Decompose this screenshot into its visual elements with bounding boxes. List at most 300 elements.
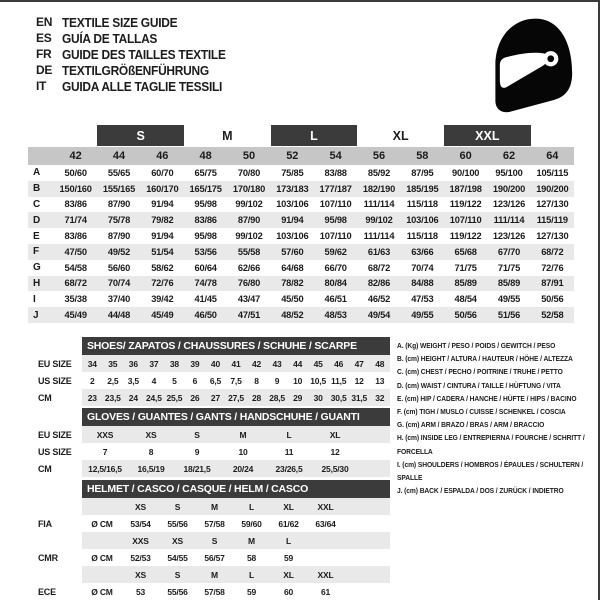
- table-cell: 28,5: [269, 392, 285, 403]
- table-cell: 155/165: [102, 183, 136, 194]
- table-cell: 59/62: [324, 246, 347, 257]
- helmet-value-cell: 59/60: [241, 518, 262, 529]
- table-cell: 31,5: [351, 392, 368, 403]
- row-label: CM: [38, 392, 52, 403]
- language-row-de: [36, 62, 240, 78]
- table-cell: 115/119: [536, 215, 568, 226]
- table-cell: 83/86: [194, 215, 217, 226]
- numeric-size: 44: [112, 150, 126, 162]
- accessory-tables: [38, 337, 390, 600]
- table-cell: 10: [238, 446, 248, 457]
- table-cell: 43: [272, 358, 282, 369]
- helmet-size-row: [38, 532, 390, 549]
- table-cell: 87/91: [541, 278, 564, 289]
- table-cell: 61/63: [367, 246, 391, 257]
- table-cell: 87/90: [107, 231, 131, 242]
- legend-item-a: A. (Kg) WEIGHT / PESO / POIDS / GEWITCH / PESO: [397, 341, 556, 350]
- table-cell: 115/118: [406, 199, 438, 210]
- table-cell: 48/53: [324, 310, 347, 321]
- guide-title-de: TEXTILGRÖßENFÜHRUNG: [62, 62, 209, 78]
- table-cell: 10: [293, 375, 303, 386]
- size-band-xxl: XXL: [444, 125, 531, 146]
- standard-label-ece: ECE: [38, 586, 56, 597]
- table-cell: 115/118: [406, 231, 438, 242]
- table-cell: 103/106: [276, 199, 309, 210]
- size-band-xl: XL: [392, 128, 409, 143]
- table-cell: 9: [274, 375, 280, 386]
- table-cell: XXS: [96, 429, 114, 440]
- table-cell: 35/38: [64, 294, 87, 305]
- table-cell: 37: [149, 358, 159, 369]
- helmet-value-row: [38, 583, 390, 600]
- table-cell: 90/100: [452, 167, 480, 178]
- row-label: EU SIZE: [38, 429, 72, 440]
- table-cell: 41: [231, 358, 241, 369]
- table-cell: 3,5: [127, 375, 139, 386]
- helmet-size-cell: M: [211, 569, 218, 580]
- table-cell: 83/86: [64, 199, 87, 210]
- helmet-size-cell: L: [286, 535, 291, 546]
- table-cell: 25,5: [166, 392, 183, 403]
- table-cell: 79/82: [151, 215, 174, 226]
- table-cell: 32: [375, 392, 385, 403]
- guide-title-es: GUÍA DE TALLAS: [62, 30, 158, 46]
- numeric-size: 60: [459, 150, 472, 162]
- table-cell: 12: [354, 375, 364, 386]
- helmet-size-band: [82, 498, 390, 515]
- table-cell: 45/50: [281, 294, 304, 305]
- helmet-table-header: HELMET / CASCO / CASQUE / HELM / CASCO: [82, 480, 390, 498]
- table-cell: 12,5/16,5: [88, 463, 122, 474]
- row-values: [82, 426, 390, 443]
- language-code: ES: [36, 31, 52, 45]
- table-cell: 71/75: [454, 262, 477, 273]
- row-label: I: [33, 293, 36, 305]
- table-cell: 75/85: [281, 167, 304, 178]
- table-cell: 66/70: [324, 262, 347, 273]
- table-cell: 46/52: [367, 294, 391, 305]
- helmet-header-row: [38, 480, 390, 498]
- language-row-fr: [36, 46, 240, 62]
- language-row-es: [36, 30, 240, 46]
- row-label: D: [33, 214, 41, 226]
- table-cell: 30,5: [330, 392, 347, 403]
- table-cell: 83/86: [64, 231, 87, 242]
- table-cell: 8: [254, 375, 259, 386]
- row-label: G: [33, 262, 41, 274]
- table-cell: 107/110: [319, 231, 352, 242]
- table-cell: 68/72: [64, 278, 87, 289]
- table-cell: 63/66: [411, 246, 434, 257]
- helmet-size-band: [82, 532, 390, 549]
- helmet-values: [82, 515, 390, 532]
- table-cell: 43/47: [237, 294, 261, 305]
- table-cell: 5: [172, 375, 177, 386]
- table-row-e: [28, 228, 574, 244]
- spacer: [38, 480, 82, 498]
- helmet-size-band: [82, 566, 390, 583]
- table-cell: 182/190: [362, 183, 396, 194]
- helmet-value-cell: 61: [320, 586, 331, 597]
- table-cell: 26: [190, 392, 200, 403]
- table-cell: 68/72: [541, 246, 564, 257]
- table-cell: 47: [354, 358, 364, 369]
- table-cell: 190/200: [536, 183, 569, 194]
- helmet-size-cell: L: [249, 569, 254, 580]
- table-cell: 68/72: [367, 262, 391, 273]
- shoes-table: [38, 355, 390, 406]
- helmet-size-cell: XL: [283, 569, 294, 580]
- table-cell: 75/78: [107, 215, 131, 226]
- diameter-unit-label: Ø CM: [91, 518, 113, 529]
- numeric-size-row: [28, 147, 574, 165]
- table-cell: 28: [252, 392, 262, 403]
- table-row: [38, 389, 390, 406]
- table-cell: 99/102: [235, 231, 263, 242]
- table-cell: 70/80: [237, 167, 261, 178]
- row-values: [82, 389, 390, 406]
- table-cell: 67/70: [497, 246, 521, 257]
- helmet-value-cell: 53/54: [130, 518, 151, 529]
- table-cell: 49/55: [411, 310, 434, 321]
- table-cell: 27: [210, 392, 220, 403]
- helmet-value-cell: 53: [135, 586, 146, 597]
- table-cell: 111/114: [363, 199, 395, 210]
- table-cell: 40: [210, 358, 220, 369]
- table-cell: 127/130: [536, 199, 569, 210]
- row-label: US SIZE: [38, 446, 72, 457]
- helmet-size-cell: L: [249, 501, 254, 512]
- table-cell: 85/89: [497, 278, 521, 289]
- row-values: [82, 355, 390, 372]
- table-cell: 48: [375, 358, 385, 369]
- table-cell: L: [286, 429, 292, 440]
- row-values: [82, 460, 390, 477]
- table-cell: 47/51: [237, 310, 261, 321]
- table-cell: 91/94: [281, 215, 304, 226]
- row-label: CM: [38, 463, 52, 474]
- table-row-i: [28, 291, 574, 307]
- language-code: FR: [36, 47, 52, 61]
- table-cell: 46: [334, 358, 344, 369]
- row-values: [82, 372, 390, 389]
- table-cell: 34: [87, 358, 97, 369]
- table-cell: 185/195: [406, 183, 439, 194]
- table-cell: 127/130: [536, 231, 569, 242]
- table-cell: 37/40: [107, 294, 131, 305]
- table-cell: 103/106: [276, 231, 309, 242]
- table-cell: 51/54: [151, 246, 174, 257]
- table-cell: 50/56: [541, 294, 564, 305]
- table-cell: 87/95: [411, 167, 434, 178]
- table-cell: 64/68: [281, 262, 304, 273]
- helmet-table: [38, 498, 390, 600]
- size-band-l: L: [271, 125, 358, 146]
- row-label: F: [33, 246, 40, 258]
- helmet-icon: [487, 15, 577, 115]
- table-row: [38, 372, 390, 389]
- row-label: US SIZE: [38, 375, 72, 386]
- table-cell: 11: [284, 446, 294, 457]
- legend-item-h: H. (cm) INSIDE LEG / ENTREPIERNA / FOURCHE / SCHRITT / FORCELLA: [397, 433, 585, 456]
- table-cell: 83/88: [324, 167, 347, 178]
- gloves-table-header: GLOVES / GUANTES / GANTS / HANDSCHUHE / GUANTI: [82, 408, 390, 426]
- table-cell: 150/160: [59, 183, 92, 194]
- size-band-row: [28, 125, 574, 146]
- legend-item-d: D. (cm) WAIST / CINTURA / TAILLE / HÜFTUNG / VITA: [397, 380, 561, 390]
- table-cell: 48/54: [454, 294, 477, 305]
- legend-item-c: C. (cm) CHEST / PECHO / POITRINE / TRUHE / PETTO: [397, 367, 563, 377]
- legend-item-e: E. (cm) HIP / CADERA / HANCHE / HÜFTE / HIPS / BACINO: [397, 393, 577, 403]
- table-cell: 35: [108, 358, 118, 369]
- table-cell: XS: [145, 429, 157, 440]
- table-cell: 44: [293, 358, 303, 369]
- table-row-h: [28, 276, 574, 292]
- table-cell: 52/58: [541, 310, 564, 321]
- table-cell: 71/74: [64, 215, 87, 226]
- table-cell: 107/110: [319, 199, 352, 210]
- table-cell: 82/86: [367, 278, 391, 289]
- diameter-unit-label: Ø CM: [91, 586, 113, 597]
- helmet-size-cell: XXS: [132, 535, 149, 546]
- table-cell: 119/122: [449, 199, 482, 210]
- table-cell: 85/92: [367, 167, 391, 178]
- table-row: [38, 460, 390, 477]
- table-cell: 46/51: [324, 294, 347, 305]
- table-cell: 70/74: [107, 278, 131, 289]
- table-cell: 177/187: [319, 183, 352, 194]
- table-cell: 60/64: [194, 262, 217, 273]
- table-cell: 107/110: [449, 215, 482, 226]
- helmet-value-cell: 54/55: [167, 552, 188, 563]
- row-label: H: [33, 277, 41, 289]
- table-cell: 20/24: [232, 463, 254, 474]
- table-cell: 84/88: [411, 278, 434, 289]
- table-cell: 165/175: [189, 183, 222, 194]
- size-band-m: M: [222, 128, 233, 143]
- table-cell: 160/170: [146, 183, 179, 194]
- table-cell: 23,5: [104, 392, 121, 403]
- table-cell: 55/65: [107, 167, 131, 178]
- helmet-size-row: [38, 566, 390, 583]
- table-cell: 65/68: [454, 246, 477, 257]
- table-cell: 119/122: [449, 231, 482, 242]
- helmet-value-row: [38, 515, 390, 532]
- language-code: IT: [36, 79, 47, 93]
- helmet-value-cell: 57/58: [204, 586, 225, 597]
- spacer: [28, 147, 54, 165]
- table-cell: 54/58: [64, 262, 87, 273]
- table-cell: 80/84: [324, 278, 347, 289]
- table-cell: 25,5/30: [321, 463, 349, 474]
- table-cell: 65/75: [194, 167, 217, 178]
- helmet-size-row: [38, 498, 390, 515]
- table-cell: 11,5: [331, 375, 347, 386]
- helmet-value-cell: 52/53: [130, 552, 151, 563]
- helmet-size-cell: M: [211, 501, 218, 512]
- shoes-header-row: [38, 337, 390, 355]
- guide-title-fr: GUIDE DES TAILLES TEXTILE: [62, 46, 226, 62]
- numeric-size: 46: [156, 150, 169, 162]
- table-cell: 9: [194, 446, 200, 457]
- row-label: J: [33, 309, 39, 321]
- table-cell: M: [239, 429, 247, 440]
- table-cell: 36: [128, 358, 138, 369]
- table-cell: 57/60: [281, 246, 304, 257]
- table-cell: 91/94: [151, 231, 174, 242]
- helmet-values: [82, 549, 390, 566]
- numeric-size: 62: [502, 150, 516, 162]
- table-cell: 190/200: [492, 183, 526, 194]
- legend-item-b: B. (cm) HEIGHT / ALTURA / HAUTEUR / HÖHE / ALTEZZA: [397, 354, 573, 364]
- table-cell: 95/100: [495, 167, 523, 178]
- table-cell: 99/102: [235, 199, 263, 210]
- table-cell: 170/180: [232, 183, 266, 194]
- table-cell: 6,5: [209, 375, 222, 386]
- numeric-size: 54: [329, 150, 342, 162]
- table-cell: 103/106: [406, 215, 439, 226]
- gloves-table: [38, 426, 390, 477]
- numeric-size: 56: [372, 150, 386, 162]
- spacer: [38, 532, 82, 549]
- helmet-value-cell: 61/62: [278, 518, 299, 529]
- helmet-values: [82, 583, 390, 600]
- numeric-size: 64: [546, 150, 559, 162]
- helmet-size-cell: M: [248, 535, 255, 546]
- table-cell: 62/66: [237, 262, 261, 273]
- helmet-size-cell: S: [174, 569, 181, 580]
- table-cell: 173/183: [276, 183, 309, 194]
- helmet-value-cell: 57/58: [204, 518, 225, 529]
- table-cell: 51/56: [497, 310, 521, 321]
- standard-label-fia: FIA: [38, 518, 52, 529]
- legend-item-g: G. (cm) ARM / BRAZO / BRAS / ARM / BRACCIO: [397, 420, 545, 430]
- helmet-value-cell: 60: [283, 586, 294, 597]
- table-cell: 27,5: [228, 392, 244, 403]
- language-row-it: [36, 78, 240, 94]
- textile-size-table: [28, 125, 574, 323]
- helmet-size-cell: XS: [135, 569, 146, 580]
- table-cell: 10,5: [310, 375, 326, 386]
- numeric-size: 50: [242, 150, 256, 162]
- helmet-value-cell: 59: [246, 586, 257, 597]
- standard-label-cmr: CMR: [38, 552, 58, 563]
- table-cell: 123/126: [492, 231, 526, 242]
- table-cell: 50/56: [454, 310, 477, 321]
- row-label: EU SIZE: [38, 358, 72, 369]
- table-cell: 8: [148, 446, 154, 457]
- numeric-size: 52: [286, 150, 299, 162]
- helmet-size-cell: XXL: [317, 501, 334, 512]
- table-cell: 91/94: [151, 199, 174, 210]
- table-cell: 47/50: [64, 246, 87, 257]
- numeric-size: 42: [69, 150, 82, 162]
- table-cell: 71/75: [497, 262, 521, 273]
- table-row-d: [28, 212, 574, 228]
- spacer: [38, 566, 82, 583]
- row-label: C: [33, 198, 41, 210]
- table-cell: 45: [313, 358, 323, 369]
- table-cell: 24: [128, 392, 138, 403]
- helmet-size-cell: XL: [283, 501, 294, 512]
- table-cell: 29: [293, 392, 303, 403]
- helmet-size-cell: XS: [172, 535, 183, 546]
- helmet-size-cell: S: [174, 501, 181, 512]
- table-cell: 70/74: [411, 262, 434, 273]
- table-cell: 85/89: [454, 278, 477, 289]
- table-cell: 49/52: [107, 246, 131, 257]
- table-cell: 38: [169, 358, 179, 369]
- table-cell: 23/26,5: [275, 463, 303, 474]
- table-cell: 23: [87, 392, 97, 403]
- helmet-value-cell: 55/56: [167, 586, 188, 597]
- table-cell: XL: [329, 429, 341, 440]
- language-row-en: [36, 14, 240, 30]
- numeric-size: 58: [416, 150, 429, 162]
- table-cell: 18/21,5: [183, 463, 211, 474]
- table-cell: 39: [190, 358, 200, 369]
- helmet-value-cell: 63/64: [315, 518, 336, 529]
- helmet-value-cell: 56/57: [204, 552, 225, 563]
- guide-title-it: GUIDA ALLE TAGLIE TESSILI: [62, 78, 223, 94]
- row-values: [82, 443, 390, 460]
- legend-item-j: J. (cm) BACK / ESPALDA / DOS / ZURÜCK / INDIETRO: [397, 486, 564, 496]
- guide-title-en: TEXTILE SIZE GUIDE: [62, 14, 178, 30]
- table-cell: 7,5: [230, 375, 242, 386]
- table-cell: 58/62: [151, 262, 174, 273]
- table-cell: 111/114: [363, 231, 395, 242]
- helmet-value-row: [38, 549, 390, 566]
- helmet-value-cell: 55/56: [167, 518, 188, 529]
- row-label: E: [33, 230, 40, 242]
- numeric-size: 48: [199, 150, 212, 162]
- row-label: A: [33, 167, 41, 179]
- table-cell: 95/98: [324, 215, 347, 226]
- table-row-g: [28, 260, 574, 276]
- table-cell: 13: [375, 375, 385, 386]
- table-cell: 49/54: [367, 310, 391, 321]
- language-code: DE: [36, 63, 53, 77]
- table-cell: 50/60: [64, 167, 87, 178]
- table-cell: 78/82: [281, 278, 304, 289]
- table-row: [38, 355, 390, 372]
- table-cell: 105/115: [536, 167, 569, 178]
- measurement-rows: [28, 165, 574, 323]
- legend-item-i: I. (cm) SHOULDERS / HOMBROS / ÉPAULES / SCHULTERN / SPALLE: [397, 459, 584, 483]
- table-cell: 187/198: [449, 183, 482, 194]
- size-band-s: S: [97, 125, 184, 146]
- table-row: [38, 426, 390, 443]
- table-cell: 6: [192, 375, 198, 386]
- table-cell: 24,5: [145, 392, 162, 403]
- table-cell: 30: [313, 392, 323, 403]
- table-row-j: [28, 307, 574, 323]
- measurement-legend: [397, 339, 596, 497]
- helmet-value-cell: 59: [283, 552, 294, 563]
- table-cell: 16,5/19: [137, 463, 165, 474]
- table-row-b: [28, 181, 574, 197]
- table-cell: 48/52: [281, 310, 304, 321]
- table-cell: 111/114: [493, 215, 525, 226]
- table-cell: 47/53: [411, 294, 434, 305]
- table-cell: 53/56: [194, 246, 217, 257]
- table-cell: 2: [90, 375, 95, 386]
- table-cell: 39/42: [151, 294, 174, 305]
- table-cell: 60/70: [151, 167, 174, 178]
- table-cell: 95/98: [194, 231, 217, 242]
- table-cell: 46/50: [194, 310, 217, 321]
- table-cell: 4: [151, 375, 157, 386]
